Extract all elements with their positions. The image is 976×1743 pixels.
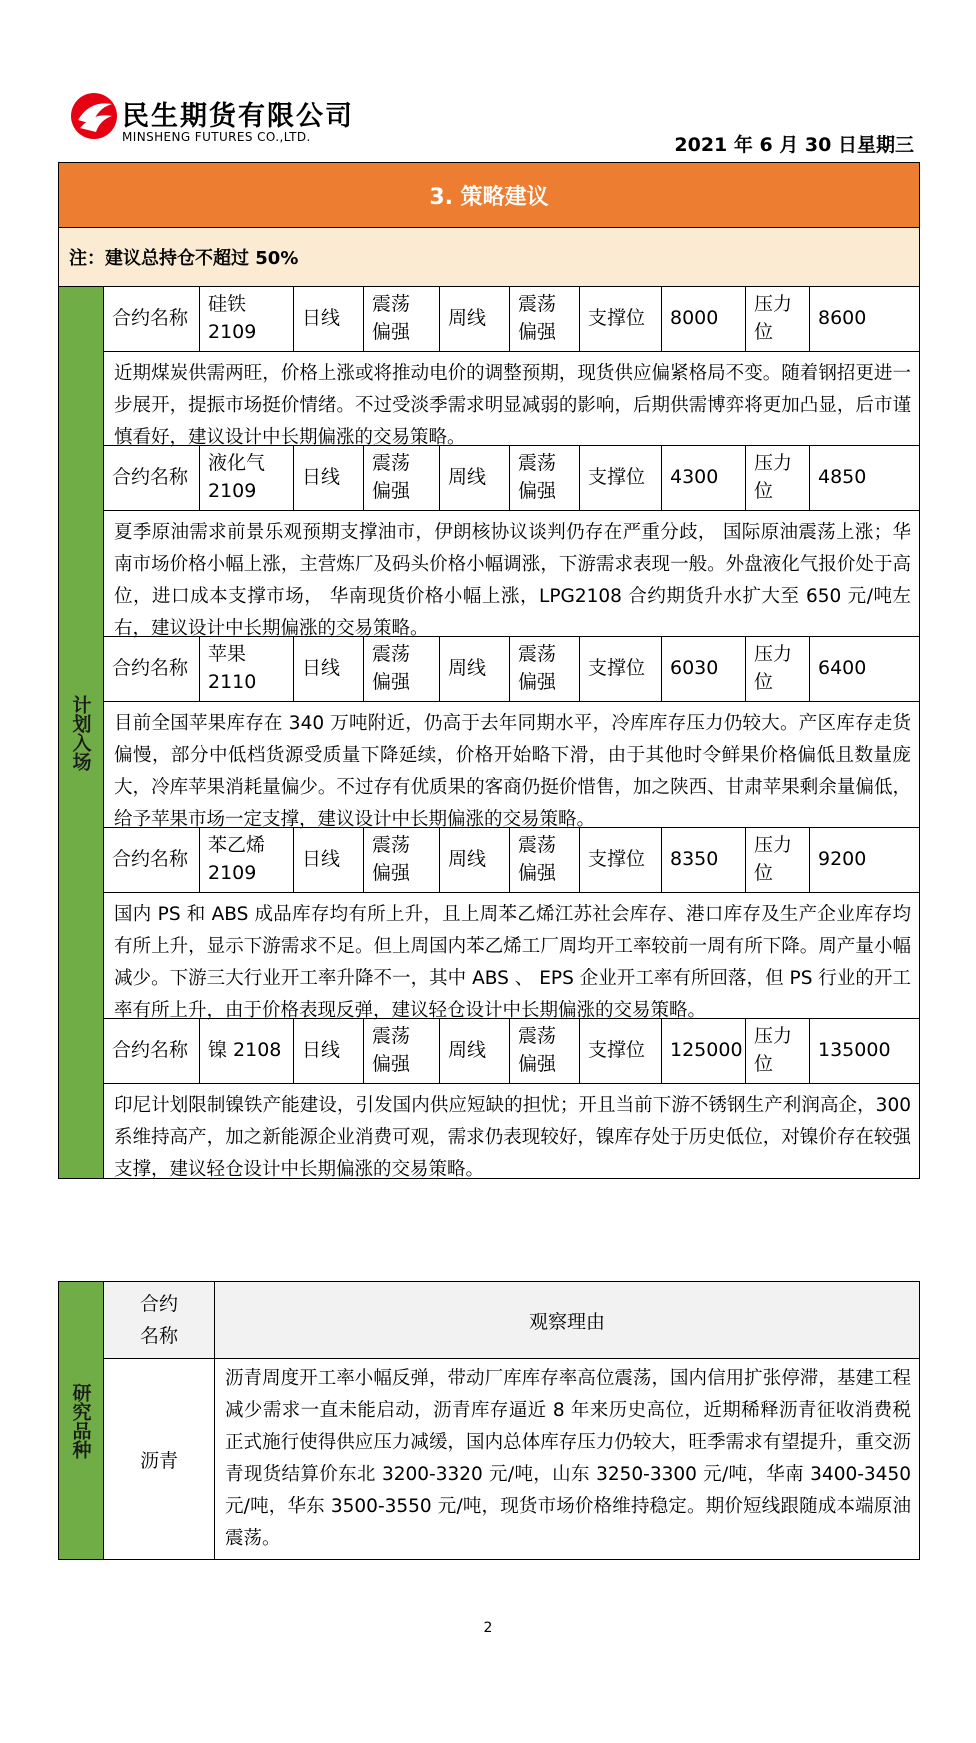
resistance-value: 8600 (818, 307, 867, 330)
daily-label: 日线 (294, 828, 364, 892)
weekly-trend: 震荡 偏强 (510, 637, 580, 701)
research-table (58, 1281, 920, 1560)
minsheng-logo-icon (68, 90, 120, 142)
resistance-value: 6400 (818, 657, 867, 680)
contract-name: 液化气 2109 (200, 446, 294, 510)
observation-reason-header: 观察理由 (528, 1310, 605, 1333)
support-value: 8000 (662, 287, 746, 351)
resistance-value: 9200 (818, 848, 867, 871)
daily-trend: 震荡 偏强 (364, 1019, 440, 1083)
section-title: 3. 策略建议 (59, 163, 919, 228)
contract-name: 苹果 2110 (200, 637, 294, 701)
contract-analysis-text: 印尼计划限制镍铁产能建设，引发国内供应短缺的担忧；开且当前下游不锈钢生产利润高企，300 系维持高产，加之新能源企业消费可观，需求仍表现较好，镍库存处于历史低位，对镍价存在较强支撑，建议轻仓设计中长期偏涨的交易策略。 (114, 1095, 911, 1180)
research-side-label: 研究品种 (59, 1282, 104, 1559)
resistance-label: 压力 位 (746, 637, 810, 701)
support-label: 支撑位 (580, 446, 662, 510)
strategy-table (58, 162, 920, 1179)
contract-name-header: 合约 名称 (104, 1282, 215, 1358)
support-value: 125000 (662, 1019, 746, 1083)
contract-analysis-text: 目前全国苹果库存在 340 万吨附近，仍高于去年同期水平，冷库库存压力仍较大。产区库存走货偏慢，部分中低档货源受质量下降延续，价格开始略下滑，由于其他时令鲜果价格偏低且数量庞大，冷库苹果消耗量偏少。不过存有优质果的客商仍挺价惜售，加之陕西、甘肃苹果剩余量偏低，给予苹果市场一定支撑，建议设计中长期偏涨的交易策略。 (104, 702, 919, 828)
contract-row (104, 1019, 919, 1084)
report-date: 2021 年 6 月 30 日星期三 (674, 134, 914, 156)
page-number: 2 (483, 1620, 493, 1636)
daily-trend: 震荡 偏强 (364, 287, 440, 351)
company-logo (68, 90, 368, 150)
weekly-trend: 震荡 偏强 (510, 287, 580, 351)
support-value: 4300 (662, 446, 746, 510)
support-label: 支撑位 (580, 287, 662, 351)
support-label: 支撑位 (580, 1019, 662, 1083)
support-value: 8350 (662, 828, 746, 892)
support-value: 6030 (662, 637, 746, 701)
weekly-trend: 震荡 偏强 (510, 828, 580, 892)
weekly-label: 周线 (440, 287, 510, 351)
daily-trend: 震荡 偏强 (364, 828, 440, 892)
weekly-label: 周线 (440, 1019, 510, 1083)
research-header-row (104, 1282, 919, 1359)
contract-row (104, 446, 919, 511)
contract-analysis-text: 夏季原油需求前景乐观预期支撑油市，伊朗核协议谈判仍存在严重分歧， 国际原油震荡上涨；华南市场价格小幅上涨，主营炼厂及码头价格小幅调涨，下游需求表现一般。外盘液化气报价处于高位，进口成本支撑市场， 华南现货价格小幅上涨，LPG2108 合约期货升水扩大至 650 元/吨左右，建议设计中长期偏涨的交易策略。 (104, 511, 919, 637)
contract-label: 合约名称 (104, 287, 200, 351)
daily-label: 日线 (294, 287, 364, 351)
contract-label: 合约名称 (104, 828, 200, 892)
weekly-trend: 震荡 偏强 (510, 446, 580, 510)
daily-label: 日线 (294, 1019, 364, 1083)
daily-label: 日线 (294, 446, 364, 510)
resistance-label: 压力 位 (746, 446, 810, 510)
resistance-label: 压力 位 (746, 1019, 810, 1083)
resistance-value: 135000 (818, 1039, 891, 1062)
weekly-label: 周线 (440, 637, 510, 701)
support-label: 支撑位 (580, 637, 662, 701)
contract-analysis-text: 近期煤炭供需两旺，价格上涨或将推动电价的调整预期，现货供应偏紧格局不变。随着钢招更进一步展开，提振市场挺价情绪。不过受淡季需求明显减弱的影响，后期供需博弈将更加凸显，后市谨慎看好，建议设计中长期偏涨的交易策略。 (104, 352, 919, 446)
resistance-value: 4850 (818, 466, 867, 489)
contract-row (104, 637, 919, 702)
contract-label: 合约名称 (104, 637, 200, 701)
contract-name: 苯乙烯 2109 (200, 828, 294, 892)
support-label: 支撑位 (580, 828, 662, 892)
resistance-label: 压力 位 (746, 828, 810, 892)
company-name-cn: 民生期货有限公司 (122, 101, 354, 132)
weekly-label: 周线 (440, 828, 510, 892)
contract-analysis-text: 国内 PS 和 ABS 成品库存均有所上升，且上周苯乙烯江苏社会库存、港口库存及生产企业库存均有所上升，显示下游需求不足。但上周国内苯乙烯工厂周均开工率较前一周有所下降。周产量小幅减少。下游三大行业开工率升降不一，其中 ABS 、 EPS 企业开工率有所回落，但 PS 行业的开工率有所上升，由于价格表现反弹，建议轻仓设计中长期偏涨的交易策略。 (104, 893, 919, 1019)
contract-row (104, 287, 919, 352)
research-row (104, 1359, 919, 1559)
contract-list (104, 287, 919, 1178)
research-reason-text: 沥青周度开工率小幅反弹，带动厂库库存率高位震荡，国内信用扩张停滞，基建工程减少需求一直未能启动，沥青库存逼近 8 年来历史高位，近期稀释沥青征收消费税正式施行使得供应压力减缓，国内总体库存压力仍较大，旺季需求有望提升，重交沥青现货结算价东北 3200-3320 元/吨，山东 3250-3300 元/吨，华南 3400-3450 元/吨，华东 3500-3550 元/吨，现货市场价格维持稳定。期价短线跟随成本端原油震荡。 (225, 1368, 911, 1549)
plan-entry-side-label: 计划入场 (59, 287, 104, 1178)
contract-name: 硅铁 2109 (200, 287, 294, 351)
contract-label: 合约名称 (104, 446, 200, 510)
contract-name: 镍 2108 (200, 1019, 294, 1083)
daily-trend: 震荡 偏强 (364, 446, 440, 510)
research-contract-name: 沥青 (104, 1359, 215, 1559)
weekly-trend: 震荡 偏强 (510, 1019, 580, 1083)
weekly-label: 周线 (440, 446, 510, 510)
company-name-en: MINSHENG FUTURES CO.,LTD. (122, 130, 311, 144)
daily-label: 日线 (294, 637, 364, 701)
contract-label: 合约名称 (104, 1019, 200, 1083)
resistance-label: 压力 位 (746, 287, 810, 351)
contract-row (104, 828, 919, 893)
daily-trend: 震荡 偏强 (364, 637, 440, 701)
position-note: 注：建议总持仓不超过 50% (59, 228, 919, 287)
